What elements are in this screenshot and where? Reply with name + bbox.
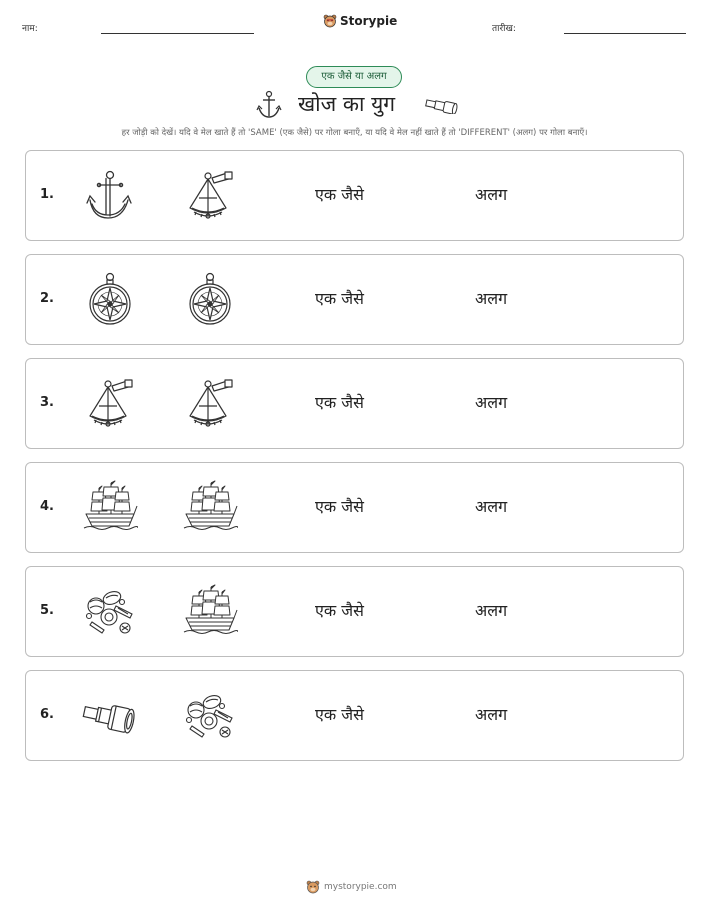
spices-icon bbox=[182, 688, 238, 744]
same-option[interactable]: एक जैसे bbox=[315, 393, 364, 412]
row-number: 1. bbox=[40, 187, 54, 202]
different-option[interactable]: अलग bbox=[475, 705, 508, 724]
brand-name: Storypie bbox=[340, 14, 398, 28]
galleon-ship-icon bbox=[82, 480, 138, 536]
anchor-icon bbox=[256, 90, 282, 120]
same-option[interactable]: एक जैसे bbox=[315, 185, 364, 204]
compass-icon bbox=[182, 272, 238, 328]
pair-row-3 bbox=[25, 358, 684, 449]
page-title: खोज का युग bbox=[298, 92, 396, 116]
different-option[interactable]: अलग bbox=[475, 393, 508, 412]
compass-icon bbox=[82, 272, 138, 328]
pair-row-2 bbox=[25, 254, 684, 345]
sextant-icon bbox=[82, 376, 138, 432]
same-option[interactable]: एक जैसे bbox=[315, 601, 364, 620]
pair-row-6 bbox=[25, 670, 684, 761]
row-number: 4. bbox=[40, 499, 54, 514]
galleon-ship-icon bbox=[182, 480, 238, 536]
pair-row-1 bbox=[25, 150, 684, 241]
row-number: 2. bbox=[40, 291, 54, 306]
same-option[interactable]: एक जैसे bbox=[315, 705, 364, 724]
worksheet-type-badge: एक जैसे या अलग bbox=[306, 66, 402, 88]
spices-icon bbox=[82, 584, 138, 640]
storypie-logo bbox=[323, 14, 397, 28]
footer-url: mystorypie.com bbox=[324, 882, 397, 892]
anchor-icon bbox=[82, 168, 138, 224]
row-number: 3. bbox=[40, 395, 54, 410]
date-line[interactable] bbox=[564, 33, 686, 34]
name-label: नाम: bbox=[22, 24, 38, 34]
pair-row-5 bbox=[25, 566, 684, 657]
name-line[interactable] bbox=[101, 33, 254, 34]
same-option[interactable]: एक जैसे bbox=[315, 497, 364, 516]
bear-logo-icon bbox=[306, 880, 320, 894]
galleon-ship-icon bbox=[182, 584, 238, 640]
spyglass-icon bbox=[82, 688, 138, 744]
row-number: 5. bbox=[40, 603, 54, 618]
sextant-icon bbox=[182, 376, 238, 432]
different-option[interactable]: अलग bbox=[475, 185, 508, 204]
different-option[interactable]: अलग bbox=[475, 289, 508, 308]
date-label: तारीख: bbox=[492, 24, 516, 34]
different-option[interactable]: अलग bbox=[475, 601, 508, 620]
bear-logo-icon bbox=[323, 14, 337, 28]
row-number: 6. bbox=[40, 707, 54, 722]
sextant-icon bbox=[182, 168, 238, 224]
different-option[interactable]: अलग bbox=[475, 497, 508, 516]
footer bbox=[306, 880, 397, 894]
spyglass-icon bbox=[424, 98, 458, 114]
same-option[interactable]: एक जैसे bbox=[315, 289, 364, 308]
pair-row-4 bbox=[25, 462, 684, 553]
instructions: हर जोड़ी को देखें। यदि वे मेल खाते हैं तो 'SAME' (एक जैसे) पर गोला बनाएँ, या यदि वे मेल नहीं खाते हैं तो 'DIFFERENT' (अलग) पर गोला बनाएँ। bbox=[121, 128, 588, 138]
